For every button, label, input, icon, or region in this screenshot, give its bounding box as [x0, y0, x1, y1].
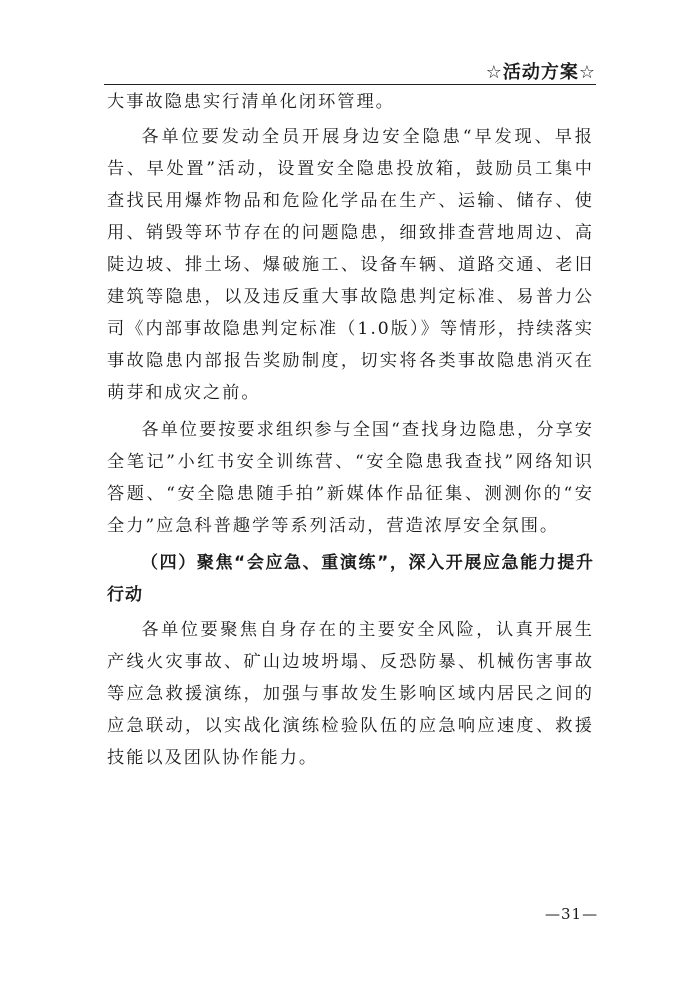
paragraph-continuation: 大事故隐患实行清单化闭环管理。	[107, 92, 395, 112]
header-divider	[104, 84, 596, 85]
paragraph-hazard-reporting: 各单位要发动全员开展身边安全隐患“早发现、早报告、早处置”活动，设置安全隐患投放箱，鼓励员工集中查找民用爆炸物品和危险化学品在生产、运输、储存、使用、销毁等环节存在的问题隐患，细致排查营地周边、高陡边坡、排土场、爆破施工、设备车辆、道路交通、老旧建筑等隐患，以及违反重大事故隐患判定标准、易普力公司《内部事故隐患判定标准（1.0版）》等情形，持续落实事故隐患内部报告奖励制度，切实将各类事故隐患消灭在萌芽和成灾之前。	[107, 127, 594, 403]
header-title: ☆活动方案☆	[485, 62, 596, 83]
page-number: —31—	[545, 905, 599, 923]
document-body	[107, 86, 594, 774]
paragraph-emergency-drills: 各单位要聚焦自身存在的主要安全风险，认真开展生产线火灾事故、矿山边坡坍塌、反恐防暴、机械伤害事故等应急救援演练，加强与事故发生影响区域内居民之间的应急联动，以实战化演练检验队伍的应急响应速度、救援技能以及团队协作能力。	[107, 620, 594, 768]
section-heading: （四）聚焦“会应急、重演练”，深入开展应急能力提升行动	[107, 553, 594, 605]
paragraph-activities: 各单位要按要求组织参与全国“查找身边隐患，分享安全笔记”小红书安全训练营、“安全隐患我查找”网络知识答题、“安全隐患随手拍”新媒体作品征集、测测你的“安全力”应急科普趣学等系列活动，营造浓厚安全氛围。	[107, 420, 594, 536]
